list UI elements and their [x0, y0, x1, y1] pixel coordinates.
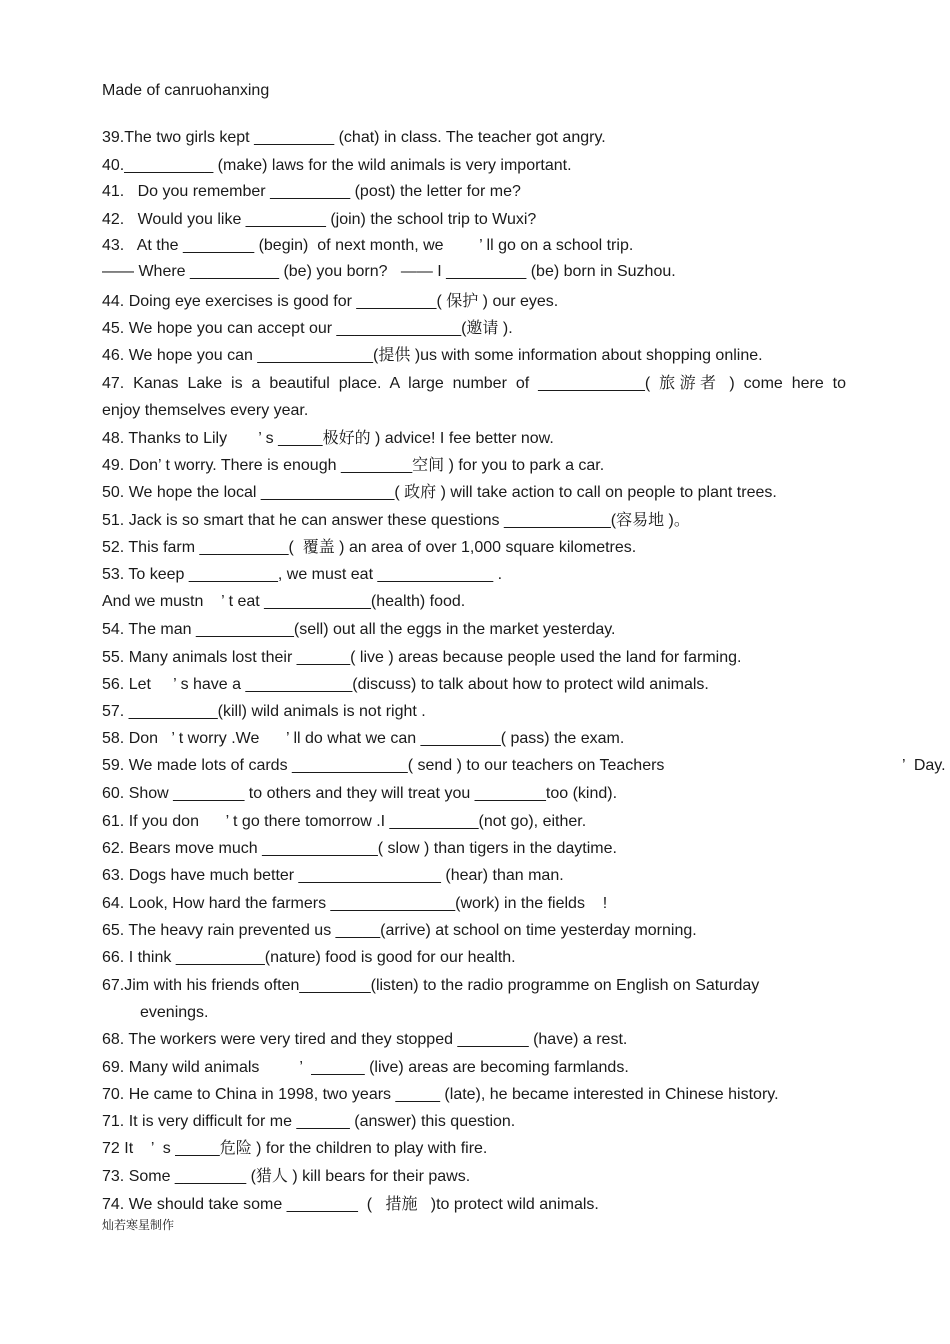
question-64: 64. Look, How hard the farmers ______________(work) in the fields !	[102, 895, 608, 912]
question-47-continued: enjoy themselves every year.	[102, 402, 309, 419]
question-50: 50. We hope the local _______________( 政府 ) will take action to call on people to plant trees.	[102, 484, 777, 501]
question-67: 67.Jim with his friends often________(listen) to the radio programme on English on Saturday	[102, 977, 760, 994]
question-48: 48. Thanks to Lily ’ s _____极好的 ) advice! I fee better now.	[102, 430, 554, 447]
question-65: 65. The heavy rain prevented us _____(arrive) at school on time yesterday morning.	[102, 922, 697, 939]
question-40: 40.__________ (make) laws for the wild animals is very important.	[102, 157, 572, 174]
question-55: 55. Many animals lost their ______( live ) areas because people used the land for farming.	[102, 649, 742, 666]
question-46: 46. We hope you can _____________(提供 )us with some information about shopping online.	[102, 347, 763, 364]
question-61: 61. If you don ’ t go there tomorrow .I __________(not go), either.	[102, 813, 587, 830]
question-41: 41. Do you remember _________ (post) the letter for me?	[102, 183, 521, 200]
question-53: 53. To keep __________, we must eat _____________ .	[102, 566, 503, 583]
question-39: 39.The two girls kept _________ (chat) in class. The teacher got angry.	[102, 129, 606, 146]
question-68: 68. The workers were very tired and they stopped ________ (have) a rest.	[102, 1031, 628, 1048]
question-71: 71. It is very difficult for me ______ (answer) this question.	[102, 1113, 516, 1130]
question-66: 66. I think __________(nature) food is good for our health.	[102, 949, 516, 966]
question-62: 62. Bears move much _____________( slow ) than tigers in the daytime.	[102, 840, 617, 857]
document-footer: 灿若寒星制作	[102, 1218, 175, 1232]
question-52: 52. This farm __________( 覆盖 ) an area of over 1,000 square kilometres.	[102, 539, 637, 556]
question-42: 42. Would you like _________ (join) the school trip to Wuxi?	[102, 211, 537, 228]
question-70: 70. He came to China in 1998, two years _____ (late), he became interested in Chinese history.	[102, 1086, 779, 1103]
question-63: 63. Dogs have much better ________________ (hear) than man.	[102, 867, 564, 884]
question-58: 58. Don ’ t worry .We ’ ll do what we can _________( pass) the exam.	[102, 730, 625, 747]
question-74: 74. We should take some ________ ( 措施 )to protect wild animals.	[102, 1196, 599, 1213]
question-51: 51. Jack is so smart that he can answer these questions ____________(容易地 )。	[102, 512, 690, 529]
question-73: 73. Some ________ (猎人 ) kill bears for their paws.	[102, 1168, 471, 1185]
question-49: 49. Don’ t worry. There is enough ________空间 ) for you to park a car.	[102, 457, 605, 474]
document-header: Made of canruohanxing	[102, 82, 270, 99]
question-53-continued: And we mustn ’ t eat ____________(health) food.	[102, 593, 466, 610]
question-59-end: ’ Day.	[902, 757, 946, 774]
question-56: 56. Let ’ s have a ____________(discuss) to talk about how to protect wild animals.	[102, 676, 709, 693]
question-72: 72 It ’ s _____危险 ) for the children to play with fire.	[102, 1140, 488, 1157]
question-67-continued: evenings.	[140, 1004, 209, 1021]
question-54: 54. The man ___________(sell) out all the eggs in the market yesterday.	[102, 621, 616, 638]
question-43-dialogue: —— Where __________ (be) you born? —— I _________ (be) born in Suzhou.	[102, 263, 676, 280]
question-47: 47. Kanas Lake is a beautiful place. A large number of ____________( 旅游者 ) come here to	[102, 375, 846, 392]
question-43: 43. At the ________ (begin) of next month, we ’ ll go on a school trip.	[102, 237, 634, 254]
question-57: 57. __________(kill) wild animals is not right .	[102, 703, 426, 720]
question-45: 45. We hope you can accept our ______________(邀请 ).	[102, 320, 513, 337]
question-44: 44. Doing eye exercises is good for _________( 保护 ) our eyes.	[102, 293, 559, 310]
question-69: 69. Many wild animals ’ ______ (live) areas are becoming farmlands.	[102, 1059, 629, 1076]
question-60: 60. Show ________ to others and they will treat you ________too (kind).	[102, 785, 618, 802]
question-59: 59. We made lots of cards _____________( send ) to our teachers on Teachers	[102, 757, 665, 774]
